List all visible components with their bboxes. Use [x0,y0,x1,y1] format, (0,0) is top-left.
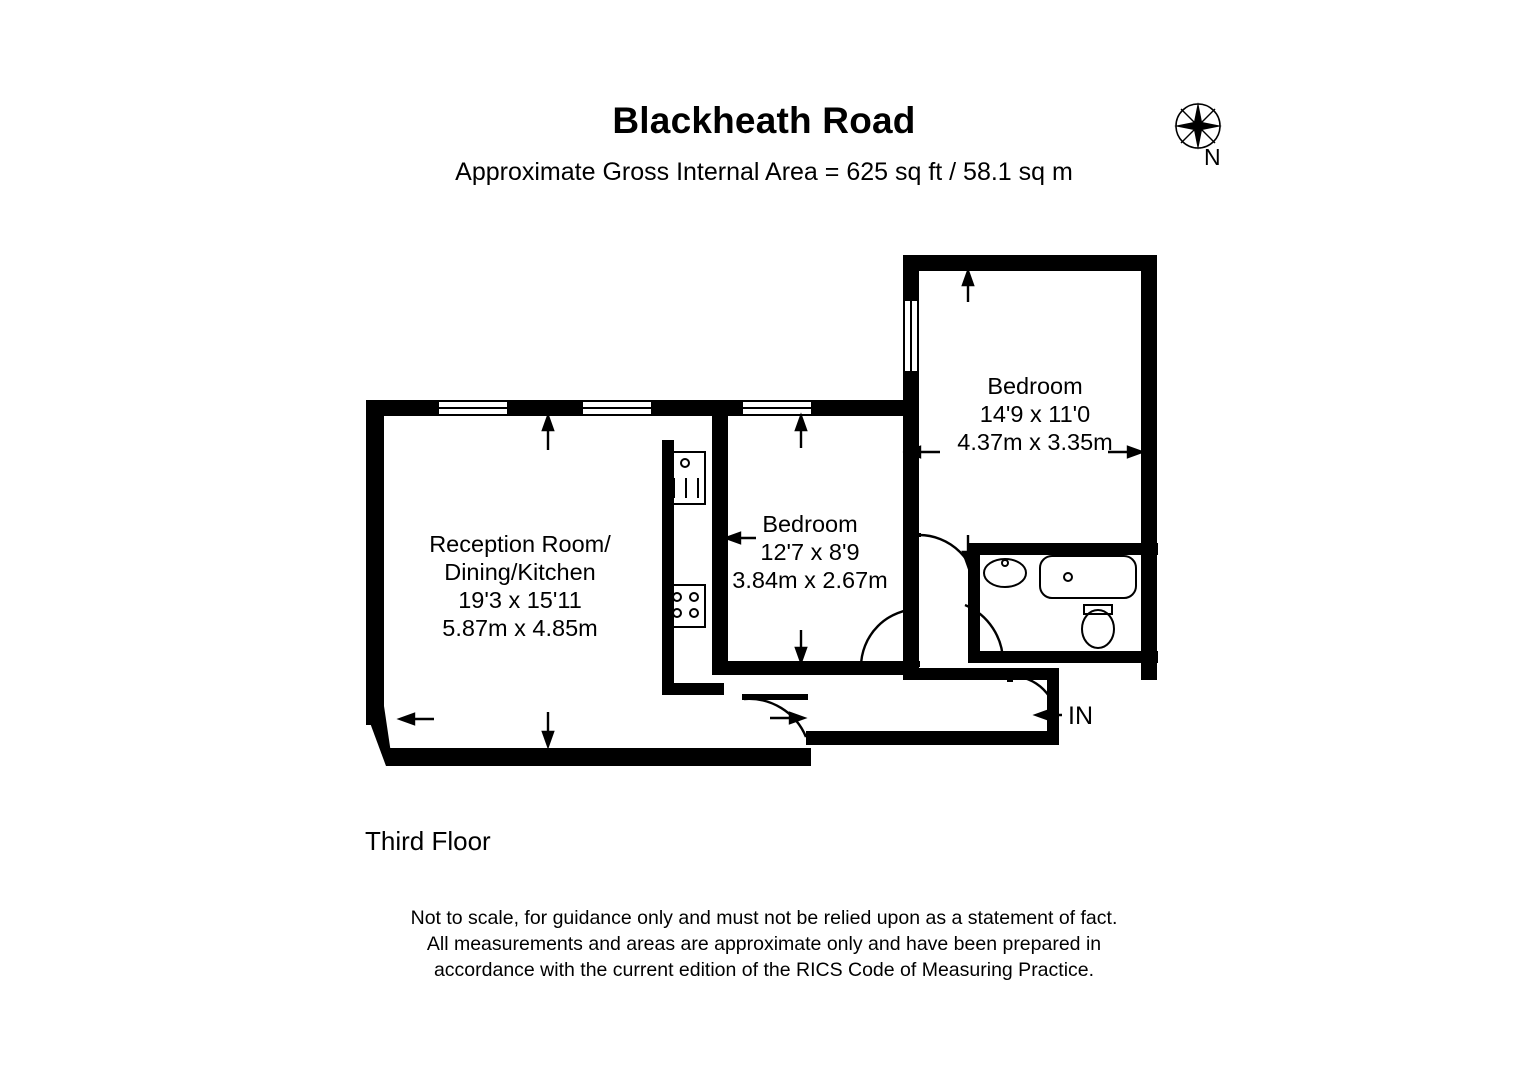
toilet-icon [1082,610,1114,648]
wall-bathroom-bottom [968,651,1158,663]
wall-bed1-top [903,255,1157,271]
page-subtitle: Approximate Gross Internal Area = 625 sq ft / 58.1 sq m [455,158,1073,186]
wall-bathroom-top [968,543,1158,555]
wall-right-outer [1141,255,1157,680]
page-title: Blackheath Road [612,100,916,141]
bathtub-icon [1040,556,1136,598]
room-dims-metric-reception: 5.87m x 4.85m [442,615,598,641]
room-label-reception [360,530,680,642]
wall-lower-right [903,668,1059,680]
room-name-bedroom1: Bedroom [987,373,1083,399]
compass-north-label: N [1204,144,1221,170]
window-reception-left [438,400,508,416]
window-reception-right [582,400,652,416]
room-dims-metric-bedroom2: 3.84m x 2.67m [732,567,888,593]
room-name-reception: Reception Room/ [429,531,611,557]
room-label-bedroom2 [680,510,940,594]
window-bed2-top [742,400,812,416]
wall-reception-bottom [386,748,811,766]
room-dims-metric-bedroom1: 4.37m x 3.35m [957,429,1113,455]
basin-icon [984,559,1026,587]
disclaimer-text [0,905,1528,983]
wall-bottom-corridor [806,731,1059,745]
disclaimer-line-2: All measurements and areas are approximate only and have been prepared in [426,933,1102,955]
room-dims-imperial-bedroom1: 14'9 x 11'0 [979,401,1091,427]
disclaimer-line-1: Not to scale, for guidance only and must not be relied upon as a statement of fact. [410,907,1118,929]
wall-reception-top [366,400,716,416]
window-bed1-left [903,300,919,372]
floor-label: Third Floor [365,826,491,856]
entrance-label: IN [1068,702,1093,730]
room-label-bedroom1 [910,372,1160,456]
room-dims-imperial-reception: 19'3 x 15'11 [458,587,582,613]
room-name-reception-2: Dining/Kitchen [444,559,596,585]
wall-kitchen-return [662,683,724,695]
disclaimer-line-3: accordance with the current edition of the RICS Code of Measuring Practice. [433,959,1095,981]
room-name-bedroom2: Bedroom [762,511,858,537]
room-dims-imperial-bedroom2: 12'7 x 8'9 [760,539,860,565]
